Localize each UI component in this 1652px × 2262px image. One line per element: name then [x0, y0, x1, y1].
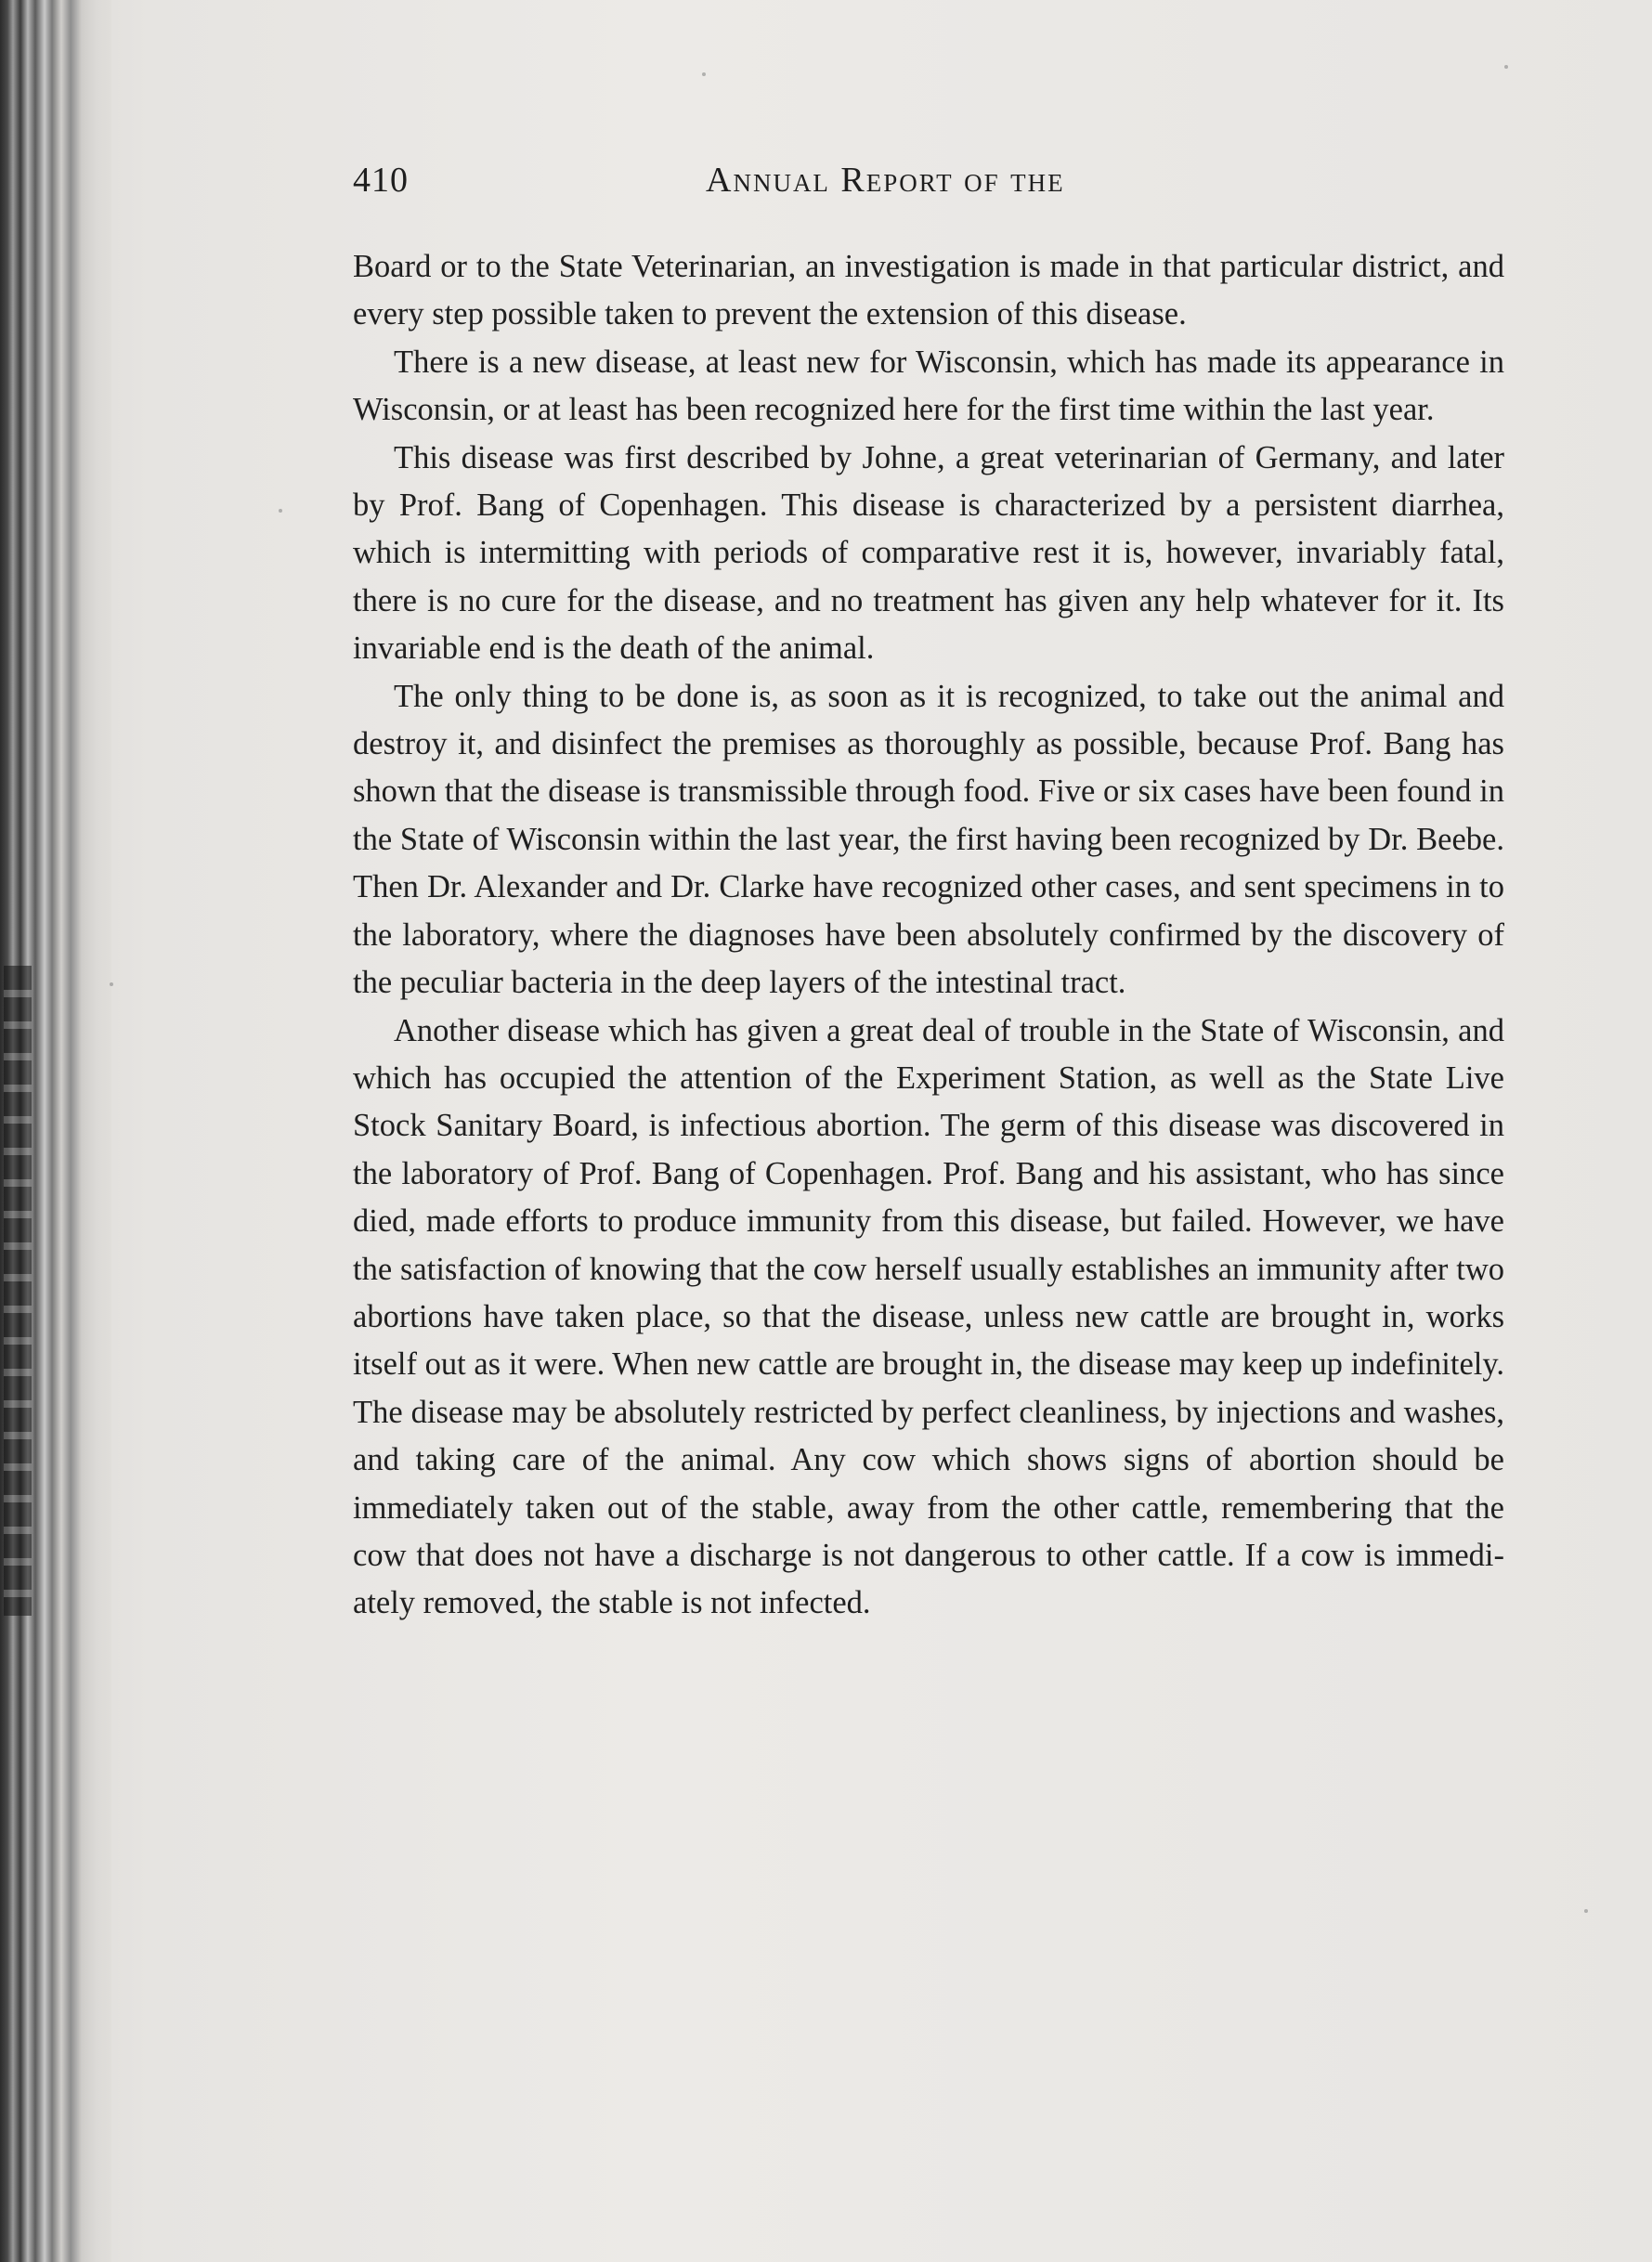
paragraph-1: Board or to the State Veterinarian, an investigation is made in that particular district, and every step possible taken to prevent the extension of this disease. [353, 249, 1504, 332]
running-head: Annual Report of the [706, 161, 1065, 200]
paragraph-4: The only thing to be done is, as soon as it is recognized, to take out the animal and destroy it, and disinfect the premises as thoroughly as possible, because Prof. Bang has shown that the disease is transmissible through food. Five or six cases have been found in the State of Wisconsin within the last year, the first having been recognized by Dr. Beebe. Then Dr. Alexander and Dr. Clarke have recognized other cases, and sent specimens in to the laboratory, where the diagnoses have been absolutely confirmed by the discovery of the peculiar bacteria in the deep layers of the intestinal tract. [353, 678, 1504, 1001]
paragraph-2: There is a new disease, at least new for Wisconsin, which has made its appearance in Wisconsin, or at least has been recognized here for the first time within the last year. [353, 344, 1504, 428]
paper-speck [1504, 65, 1508, 69]
paper-speck [110, 982, 113, 986]
paper-speck [279, 509, 282, 513]
page-header [353, 160, 1504, 206]
book-binding-edge [0, 0, 111, 2262]
body-text [353, 243, 1504, 1628]
paragraph-5: Another disease which has given a great deal of trouble in the State of Wisconsin, and which has occupied the attention of the Experiment Station, as well as the State Live Stock Sanitary Board, is infectious abortion. The germ of this disease was discovered in the laboratory of Prof. Bang of Copenhagen. Prof. Bang and his assistant, who has since died, made efforts to produce immunity from this disease, but failed. However, we have the satisfaction of knowing that the cow herself usually establishes an immunity after two abortions have taken place, so that the disease, unless new cattle are brought in, works itself out as it were. When new cattle are brought in, the disease may keep up indefinitely. The disease may be absolutely restricted by perfect cleanliness, by injections and washes, and taking care of the animal. Any cow which shows signs of abortion should be immediately taken out of the stable, away from the other cattle, remembering that the cow that does not have a discharge is not dangerous to other cattle. If a cow is immediately removed, the stable is not infected. [353, 1012, 1504, 1621]
spine-library-stamp [4, 966, 32, 1616]
paragraph-3: This disease was first described by Johne, a great veterinarian of Germany, and later by Prof. Bang of Copenhagen. This disease is characterized by a persistent diarrhea, which is intermitting with periods of comparative rest it is, however, invariably fatal, there is no cure for the disease, and no treatment has given any help whatever for it. Its invariable end is the death of the animal. [353, 439, 1504, 667]
paper-speck [1584, 1909, 1588, 1913]
paper-speck [702, 72, 706, 76]
page-number: 410 [353, 161, 409, 200]
